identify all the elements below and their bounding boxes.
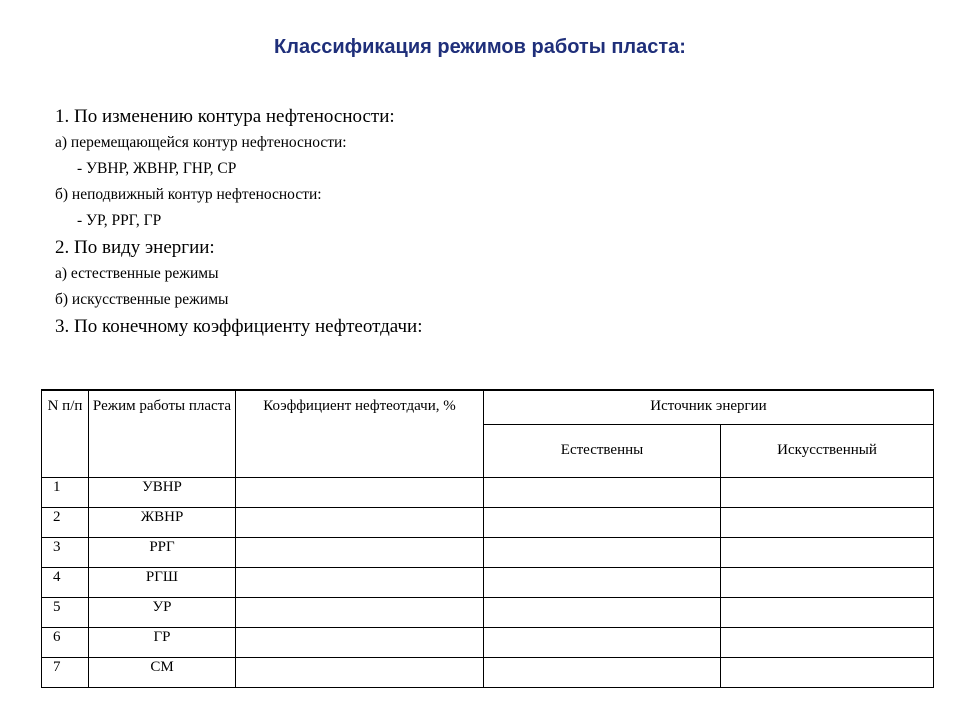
header-coefficient: Коэффициент нефтеотдачи, % — [236, 390, 484, 478]
header-energy-source: Источник энергии — [484, 390, 934, 424]
row-coefficient — [236, 628, 484, 658]
row-number: 7 — [42, 658, 89, 688]
row-coefficient — [236, 658, 484, 688]
criterion-1a: а) перемещающейся контур нефтеносности: — [55, 134, 347, 151]
criterion-2-heading: 2. По виду энергии: — [55, 237, 215, 258]
header-natural: Естественны — [484, 424, 721, 477]
row-artificial — [721, 628, 934, 658]
row-natural — [484, 478, 721, 508]
table-row — [42, 538, 934, 568]
row-number: 3 — [42, 538, 89, 568]
criterion-1b: б) неподвижный контур нефтеносности: — [55, 186, 322, 203]
row-number: 4 — [42, 568, 89, 598]
row-artificial — [721, 538, 934, 568]
header-artificial: Искусственный — [721, 424, 934, 477]
criterion-3-heading: 3. По конечному коэффициенту нефтеотдачи: — [55, 316, 423, 337]
row-natural — [484, 508, 721, 538]
row-artificial — [721, 478, 934, 508]
row-artificial — [721, 598, 934, 628]
row-number: 5 — [42, 598, 89, 628]
row-natural — [484, 598, 721, 628]
row-coefficient — [236, 568, 484, 598]
slide-title: Классификация режимов работы пласта: — [274, 36, 686, 58]
row-regime: УВНР — [89, 478, 236, 508]
table-row — [42, 598, 934, 628]
regimes-table — [41, 389, 934, 688]
criterion-2b: б) искусственные режимы — [55, 291, 229, 308]
row-regime: ЖВНР — [89, 508, 236, 538]
row-regime: ГР — [89, 628, 236, 658]
header-num: N п/п — [42, 390, 89, 478]
table-row — [42, 478, 934, 508]
row-number: 2 — [42, 508, 89, 538]
classification-outline — [55, 103, 915, 340]
criterion-1a-items: - УВНР, ЖВНР, ГНР, СР — [77, 160, 237, 177]
header-regime: Режим работы пласта — [89, 390, 236, 478]
row-coefficient — [236, 478, 484, 508]
row-number: 1 — [42, 478, 89, 508]
row-number: 6 — [42, 628, 89, 658]
row-natural — [484, 628, 721, 658]
table-row — [42, 628, 934, 658]
criterion-1b-items: - УР, РРГ, ГР — [77, 212, 162, 229]
row-natural — [484, 538, 721, 568]
table-row — [42, 508, 934, 538]
row-regime: УР — [89, 598, 236, 628]
table-row — [42, 658, 934, 688]
row-natural — [484, 658, 721, 688]
row-artificial — [721, 568, 934, 598]
row-regime: СМ — [89, 658, 236, 688]
criterion-1-heading: 1. По изменению контура нефтеносности: — [55, 106, 395, 127]
table-row — [42, 568, 934, 598]
row-natural — [484, 568, 721, 598]
row-artificial — [721, 658, 934, 688]
row-coefficient — [236, 538, 484, 568]
row-regime: РРГ — [89, 538, 236, 568]
row-artificial — [721, 508, 934, 538]
row-coefficient — [236, 508, 484, 538]
row-regime: РГШ — [89, 568, 236, 598]
row-coefficient — [236, 598, 484, 628]
criterion-2a: а) естественные режимы — [55, 265, 219, 282]
